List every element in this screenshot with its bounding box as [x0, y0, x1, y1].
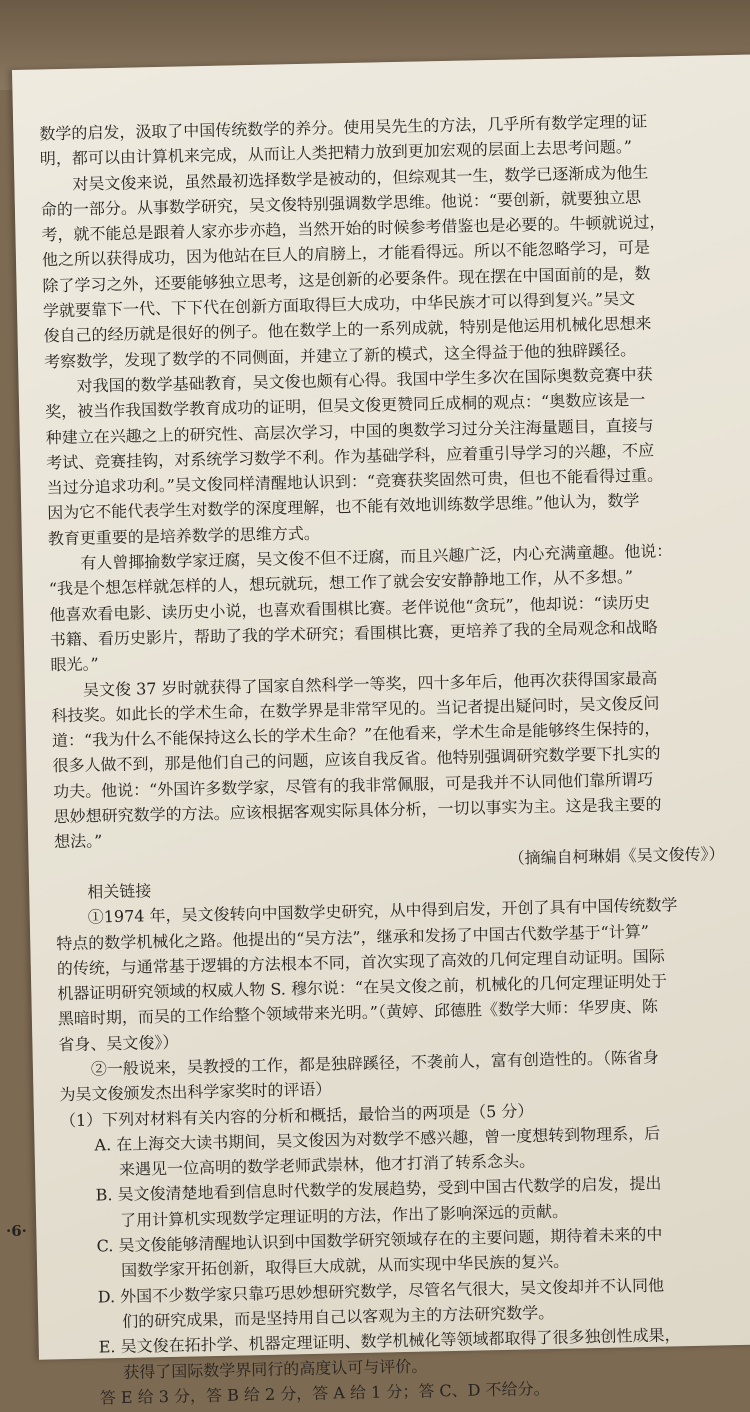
text-line: 他之所以获得成功，因为他站在巨人的肩膀上，才能看得远。所以不能忽略学习，可是 — [41, 238, 651, 270]
text-line: 很多人做不到，那是他们自己的问题，应该自我反省。他特别强调研究数学要下扎实的 — [52, 743, 661, 776]
text-line: 眼光。” — [50, 654, 99, 675]
paragraph-start: 吴文俊 37 岁时就获得了国家自然科学一等奖，四十多年后，他再次获得国家最高 — [82, 668, 658, 700]
page-number: ·6· — [6, 1222, 27, 1240]
text-line: 考察数学，发现了数学的不同侧面，并建立了新的模式，这全得益于他的独辟蹊径。 — [43, 339, 637, 372]
text-line: 省身、吴文俊》） — [58, 1032, 179, 1054]
text-line: 书籍、看历史影片，帮助了我的学术研究；看围棋比赛，更培养了我的全局观念和战略 — [49, 617, 659, 650]
answer-key: 答 E 给 3 分，答 B 给 2 分，答 A 给 1 分；答 C、D 不给分。 — [99, 1378, 550, 1408]
text-line: 种建立在兴趣之上的研究性、高层次学习，中国的奥数学习过分关注海量题目，直接与 — [45, 415, 654, 447]
text-line: 功夫。他说：“外国许多数学家，尽管有的我非常佩服，可是我并不认同他们靠所谓巧 — [52, 769, 654, 802]
text-line: 想法。” — [53, 831, 103, 852]
text-line: 考试、竞赛挂钩，对系统学习数学不利。作为基础学科，应着重引导学习的兴趣，不应 — [46, 440, 655, 473]
text-line: 为吴文俊颁发杰出科学家奖时的评语） — [59, 1079, 332, 1105]
text-line: 俊自己的经历就是很好的例子。他在数学上的一系列成就，特别是他运用机械化思想来 — [43, 314, 652, 346]
question-stem: （1）下列对材料有关内容的分析和概括，最恰当的两项是（5 分） — [59, 1100, 534, 1130]
option-a: A. 在上海交大读书期间，吴文俊因为对数学不感兴趣，曾一度想转到物理系，后 — [94, 1123, 661, 1155]
option-e: E. 吴文俊在拓扑学、机器定理证明、数学机械化等领域都取得了很多独创性成果， — [98, 1325, 681, 1357]
text-line: 道：“我为什么不能保持这么长的学术生命？”在他看来，学术生命是能够终生保持的， — [51, 718, 661, 751]
text-line: 机器证明研究领域的权威人物 S. 穆尔说：“在吴文俊之前，机械化的几何定理证明处于 — [57, 971, 668, 1004]
text-line: 明，都可以由计算机来完成，从而让人类把精力放到更加宏观的层面上去思考问题。” — [39, 137, 633, 169]
text-line: 命的一部分。从事数学研究，吴文俊特别强调数学思维。他说：“要创新，就要独立思 — [40, 187, 642, 220]
paper-page — [12, 54, 750, 1408]
text-line: 特点的数学机械化之路。他提出的“吴方法”，继承和发扬了中国古代数学基于“计算” — [56, 921, 650, 953]
text-line: “我是个想怎样就怎样的人，想玩就玩，想工作了就会安安静静地工作，从不多想。” — [48, 567, 634, 599]
text-line: 他喜欢看电影、读历史小说，也喜欢看围棋比赛。老伴说他“贪玩”，他却说：“读历史 — [49, 592, 651, 624]
option-a-cont: 来遇见一位高明的数学老师武崇林，他才打消了转系念头。 — [118, 1151, 536, 1180]
option-b: B. 吴文俊清楚地看到信息时代数学的发展趋势，受到中国古代数学的启发，提出 — [95, 1174, 662, 1205]
paragraph-start: ①1974 年，吴文俊转向中国数学史研究，从中得到启发，开创了具有中国传统数学 — [87, 895, 678, 927]
text-line: 教育更重要的是培养数学的思维方式。 — [47, 523, 320, 549]
option-c-cont: 国数学家开拓创新，取得巨大成就，从而实现中华民族的复兴。 — [120, 1251, 570, 1281]
text-line: 的传统，与通常基于逻辑的方法根本不同，首次实现了高效的几何定理自动证明。国际 — [56, 946, 665, 979]
text-line: 思妙想研究数学的方法。应该根据客观实际具体分析，一切以事实为主。这是我主要的 — [53, 794, 662, 827]
source-citation: （摘编自柯琳娟《吴文俊传》） — [508, 843, 725, 868]
paragraph-start: 有人曾揶揄数学家迂腐，吴文俊不但不迂腐，而且兴趣广泛，内心充满童趣。他说： — [80, 541, 673, 573]
text-line: 因为它不能代表学生对数学的深度理解，也不能有效地训练数学思维。”他认为，数学 — [47, 491, 640, 523]
text-line: 数学的启发，汲取了中国传统数学的养分。使用吴先生的方法，几乎所有数学定理的证 — [39, 111, 648, 144]
text-line: 奖，被当作我国数学教育成功的证明，但吴文俊更赞同丘成桐的观点：“奥数应该是一 — [44, 390, 646, 422]
section-heading: 相关链接 — [87, 881, 152, 902]
text-line: 学就要靠下一代、下下代在创新方面取得巨大成功，中华民族才可以得到复兴。”吴文 — [42, 289, 636, 321]
option-c: C. 吴文俊能够清醒地认识到中国数学研究领域存在的主要问题，期待着未来的中 — [96, 1224, 663, 1256]
paragraph-start: 对吴文俊来说，虽然最初选择数学是被动的，但综观其一生，数学已逐渐成为他生 — [72, 162, 649, 194]
paragraph-start: 对我国的数学基础教育，吴文俊也颇有心得。我国中学生多次在国际奥数竞赛中获 — [76, 364, 653, 396]
text-line: 当过分追求功利。”吴文俊同样清醒地认识到：“竞赛获奖固然可贵，但也不能看得过重。 — [46, 465, 664, 498]
paragraph-start: ②一般说来，吴教授的工作，都是独辟蹊径，不袭前人，富有创造性的。（陈省身 — [90, 1047, 660, 1079]
text-line: 考，就不能总是跟着人家亦步亦趋，当然开始的时候参考借鉴也是必要的。牛顿就说过， — [41, 212, 666, 245]
option-e-cont: 获得了国际数学界同行的高度认可与评价。 — [123, 1356, 428, 1382]
option-d-cont: 们的研究成果，而是坚持用自己以客观为主的方法研究数学。 — [122, 1302, 555, 1331]
text-line: 除了学习之外，还要能够独立思考，这是创新的必要条件。现在摆在中国面前的是，数 — [42, 263, 651, 296]
text-line: 科技奖。如此长的学术生命，在数学界是非常罕见的。当记者提出疑问时，吴文俊反问 — [51, 693, 660, 726]
document-body — [39, 107, 750, 1411]
option-d: D. 外国不少数学家只靠巧思妙想研究数学，尽管名气很大，吴文俊却并不认同他 — [97, 1275, 665, 1307]
option-b-cont: 了用计算机实现数学定理证明的方法，作出了影响深远的贡献。 — [119, 1201, 569, 1230]
text-line: 黑暗时期，而吴的工作给整个领域带来光明。”（黄婷、邱德胜《数学大师：华罗庚、陈 — [57, 997, 659, 1029]
